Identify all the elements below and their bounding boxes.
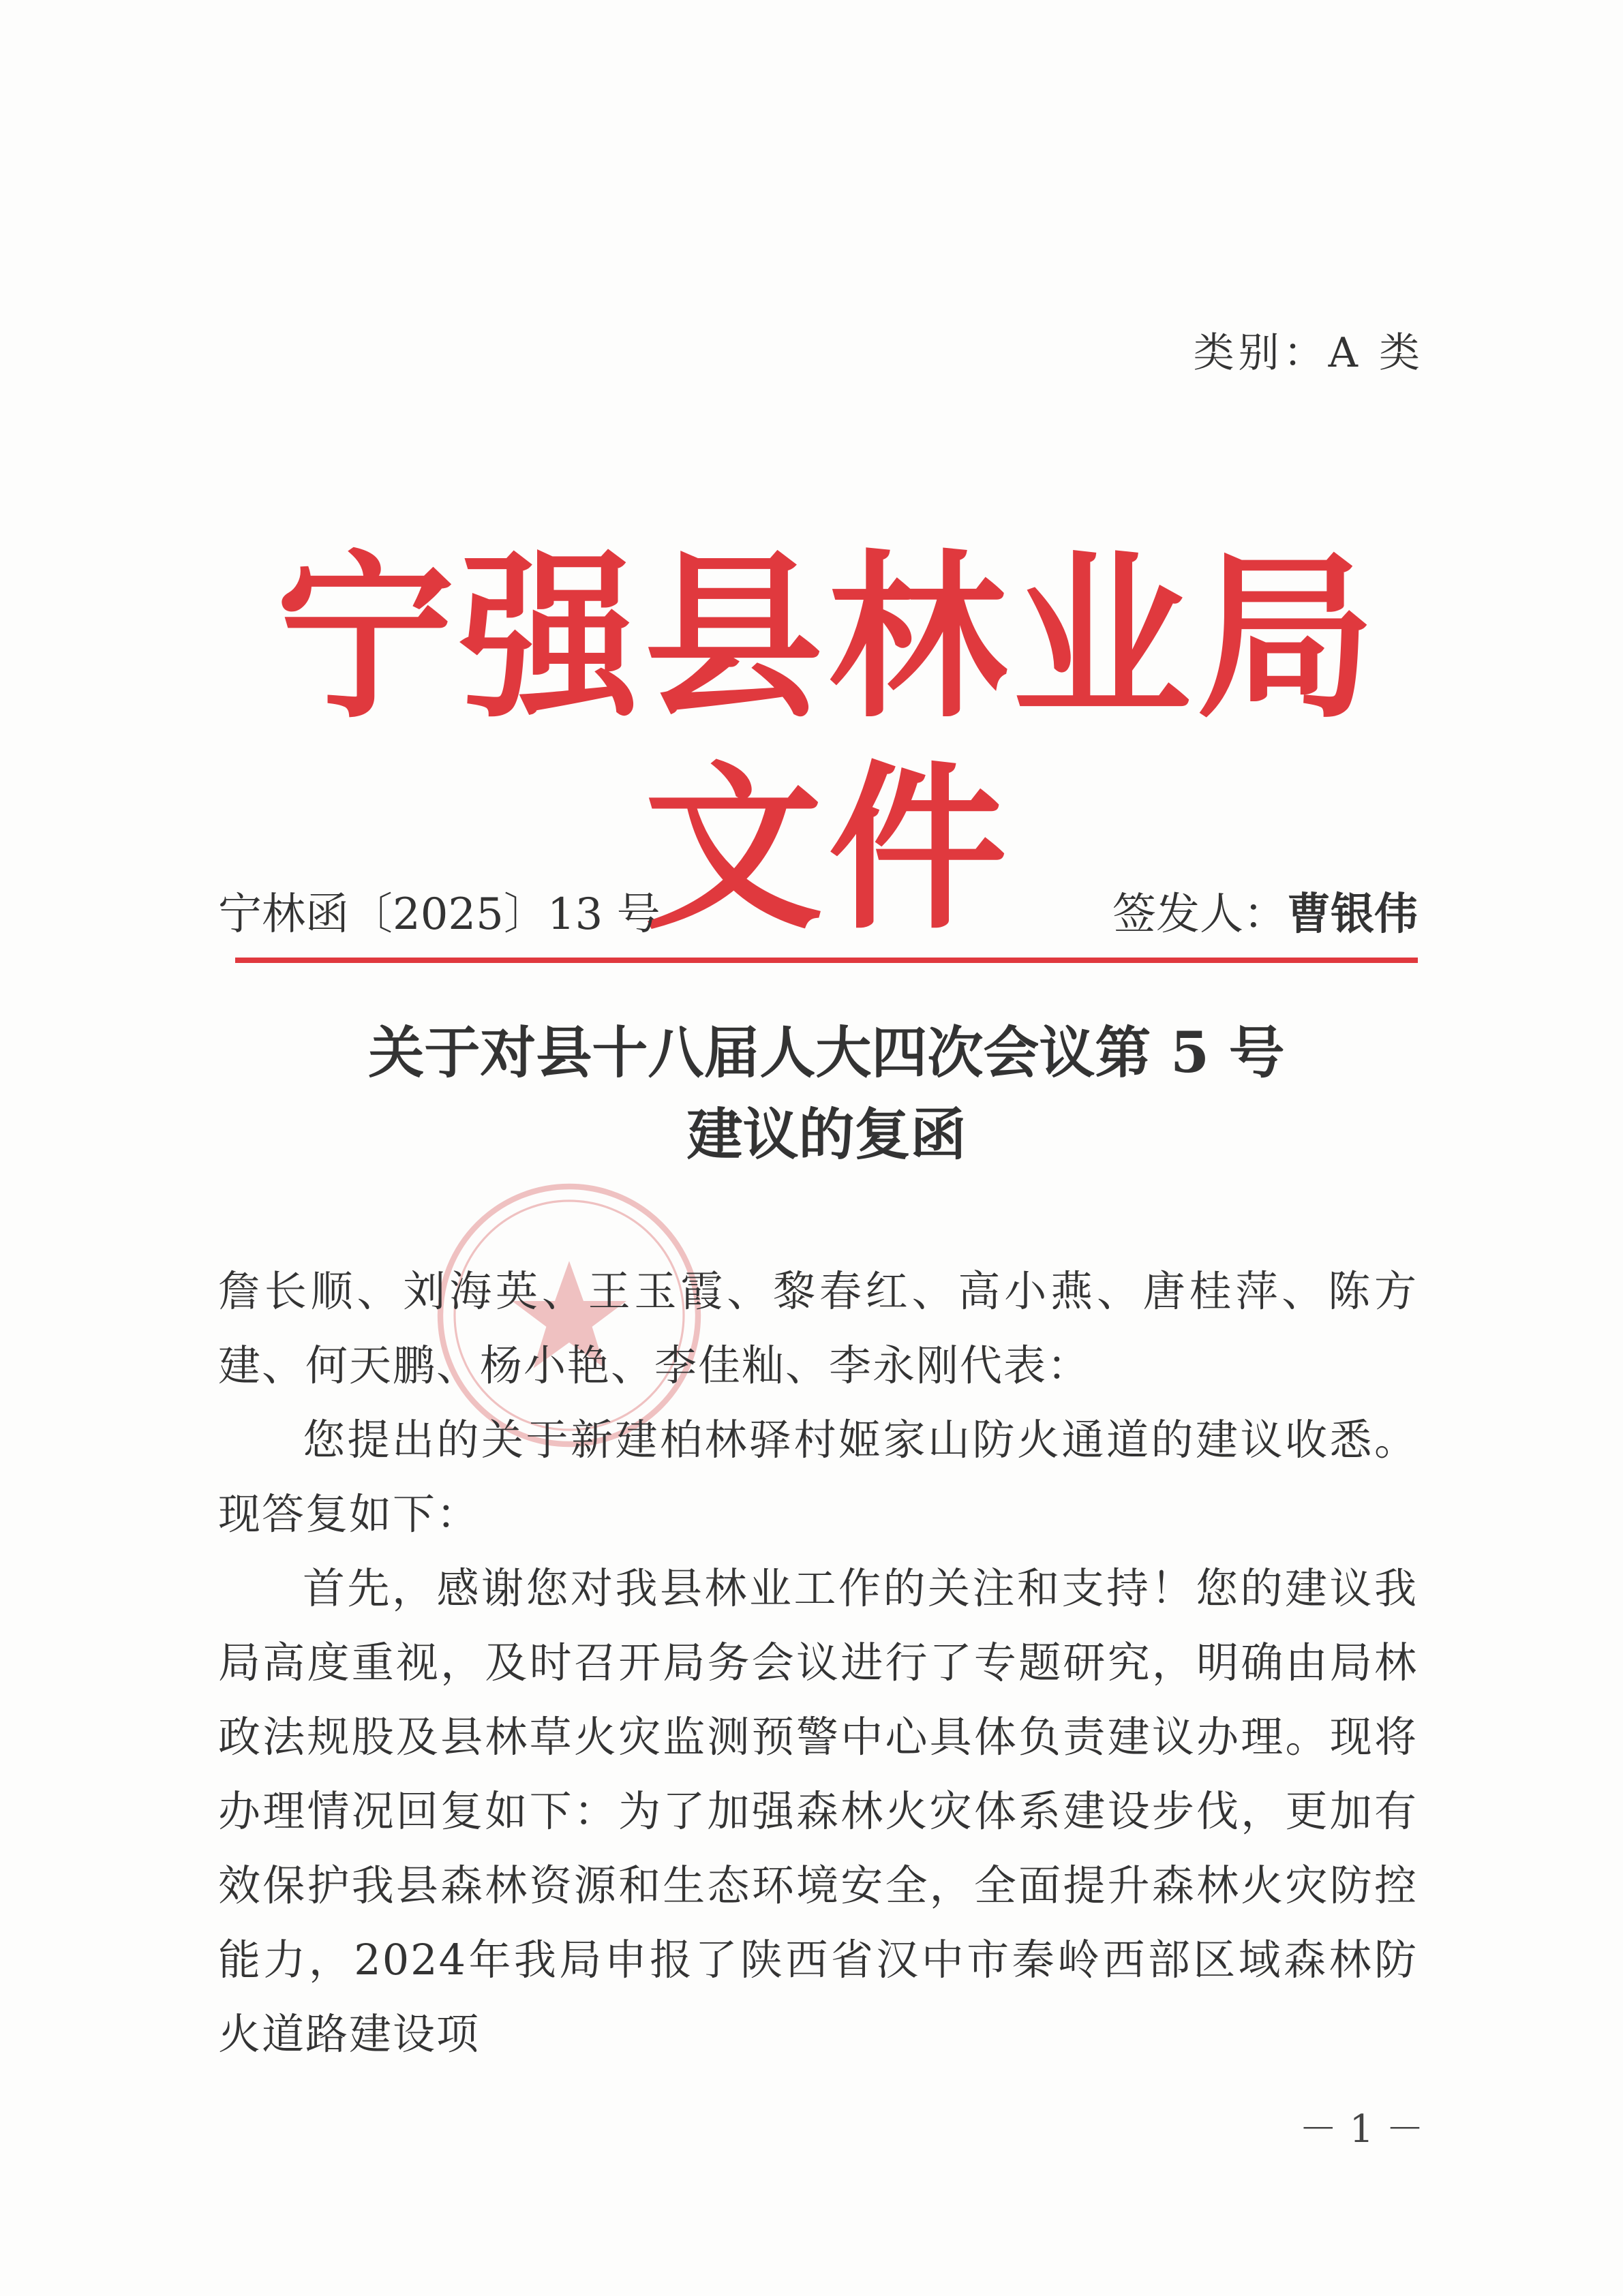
letter-body — [218, 1254, 1418, 2071]
red-divider-line — [235, 958, 1418, 963]
issuer-name: 曹银伟 — [1287, 889, 1418, 940]
paragraph-2: 首先，感谢您对我县林业工作的关注和支持！您的建议我局高度重视，及时召开局务会议进行了专题研究，明确由局林政法规股及县林草火灾监测预警中心具体负责建议办理。现将办理情况回复如下：为了加强森林火灾体系建设步伐，更加有效保护我县森林资源和生态环境安全，全面提升森林火灾防控能力，2024年我局申报了陕西省汉中市秦岭西部区域森林防火道路建设项 — [218, 1563, 1418, 2059]
document-number: 宁林函〔2025〕13 号 — [218, 889, 661, 940]
salutation: 詹长顺、刘海英、王玉霞、黎春红、高小燕、唐桂萍、陈方建、何天鹏、杨小艳、李佳籼、李永刚代表： — [218, 1266, 1418, 1390]
document-header-title: 宁强县林业局文件 — [276, 532, 1380, 953]
page-number: － 1 － — [1299, 2107, 1424, 2152]
issuer — [1112, 879, 1418, 942]
title-line-2: 建议的复函 — [686, 1102, 967, 1167]
document-number-line — [218, 879, 1418, 942]
issuer-label: 签发人： — [1112, 889, 1287, 940]
category-label: 类别：A 类 — [1193, 329, 1424, 377]
paragraph-1: 您提出的关于新建柏林驿村姬家山防火通道的建议收悉。现答复如下： — [218, 1415, 1418, 1539]
title-line-1: 关于对县十八届人大四次会议第 5 号 — [368, 1020, 1285, 1086]
document-title — [235, 1012, 1418, 1176]
